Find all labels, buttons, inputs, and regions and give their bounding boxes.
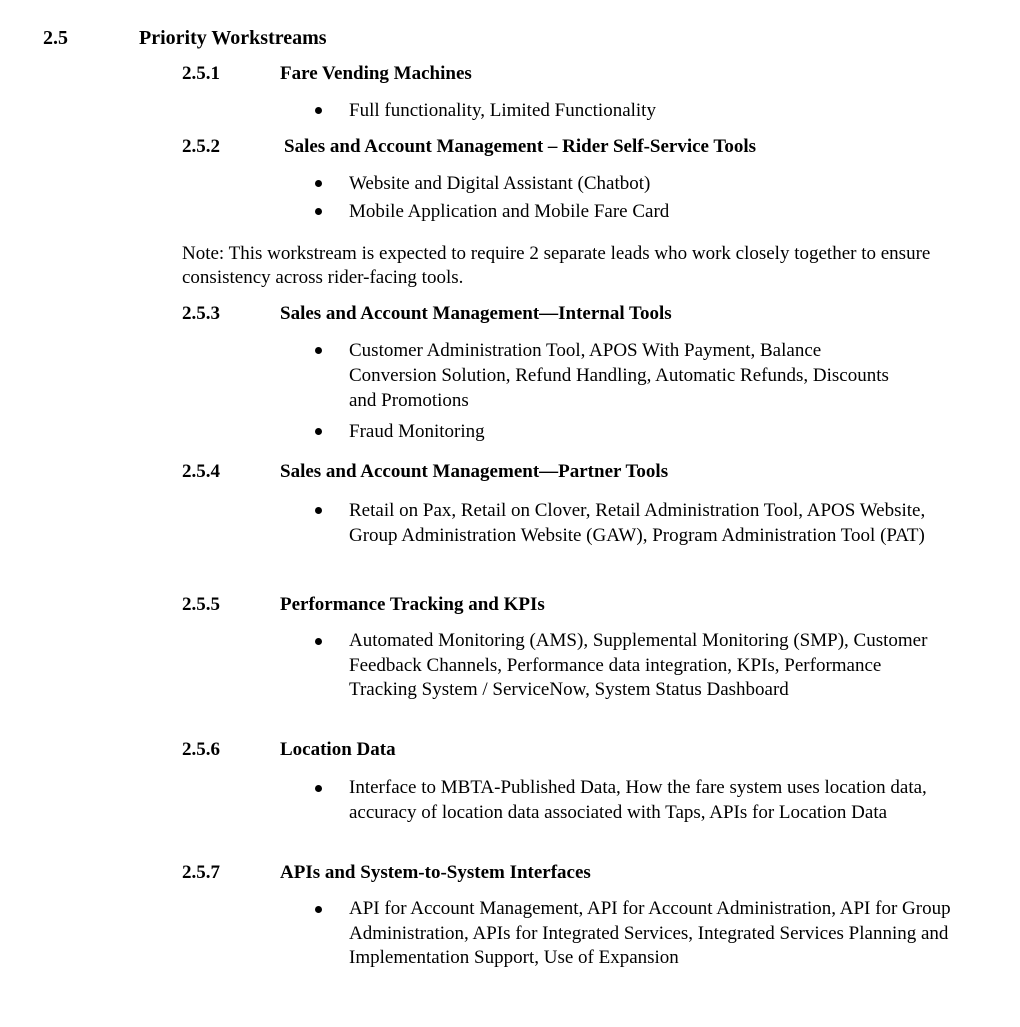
bullet-icon bbox=[315, 428, 322, 435]
list-item: Retail on Pax, Retail on Clover, Retail Administration Tool, APOS Website, Group Administration Website (GAW), Program Administration Tool (PAT) bbox=[349, 500, 926, 546]
bullet-icon bbox=[315, 906, 322, 913]
bullet-icon bbox=[315, 638, 322, 645]
subsection-title: Sales and Account Management – Rider Self-Service Tools bbox=[284, 136, 757, 157]
bullet-icon bbox=[315, 507, 322, 514]
subsection-title: APIs and System-to-System Interfaces bbox=[280, 862, 591, 883]
subsection-title: Performance Tracking and KPIs bbox=[280, 594, 545, 615]
bullet-icon bbox=[315, 785, 322, 792]
subsection-title: Location Data bbox=[280, 739, 396, 760]
subsection-title: Sales and Account Management—Partner Tools bbox=[280, 461, 669, 482]
workstream-note: Note: This workstream is expected to require 2 separate leads who work closely together to ensure consistency across rider-facing tools. bbox=[182, 243, 931, 288]
subsection-number: 2.5.3 bbox=[182, 303, 220, 324]
subsection-number: 2.5.1 bbox=[182, 63, 220, 84]
bullet-icon bbox=[315, 107, 322, 114]
list-item: API for Account Management, API for Account Administration, API for Group Administration, APIs for Integrated Services, Integrated Services Planning and Implementation Support, Use of Expansion bbox=[349, 898, 951, 968]
subsection-number: 2.5.5 bbox=[182, 594, 220, 615]
list-item: Full functionality, Limited Functionality bbox=[349, 100, 656, 121]
subsection-number: 2.5.4 bbox=[182, 461, 220, 482]
subsection-title: Fare Vending Machines bbox=[280, 63, 472, 84]
subsection-number: 2.5.6 bbox=[182, 739, 220, 760]
bullet-icon bbox=[315, 347, 322, 354]
bullet-icon bbox=[315, 208, 322, 215]
list-item: Customer Administration Tool, APOS With Payment, Balance Conversion Solution, Refund Handling, Automatic Refunds, Discounts and Promotions bbox=[349, 340, 889, 411]
section-title: Priority Workstreams bbox=[139, 27, 327, 49]
list-item: Fraud Monitoring bbox=[349, 421, 485, 442]
subsection-title: Sales and Account Management—Internal Tools bbox=[280, 303, 672, 324]
section-number: 2.5 bbox=[43, 27, 68, 49]
bullet-icon bbox=[315, 180, 322, 187]
list-item: Automated Monitoring (AMS), Supplemental Monitoring (SMP), Customer Feedback Channels, Performance data integration, KPIs, Performance Tracking System / ServiceNow, System Status Dashboard bbox=[349, 630, 928, 700]
list-item: Website and Digital Assistant (Chatbot) bbox=[349, 173, 651, 194]
list-item: Mobile Application and Mobile Fare Card bbox=[349, 201, 670, 222]
list-item: Interface to MBTA-Published Data, How the fare system uses location data, accuracy of location data associated with Taps, APIs for Location Data bbox=[349, 777, 927, 823]
subsection-number: 2.5.7 bbox=[182, 862, 220, 883]
subsection-number: 2.5.2 bbox=[182, 136, 220, 157]
